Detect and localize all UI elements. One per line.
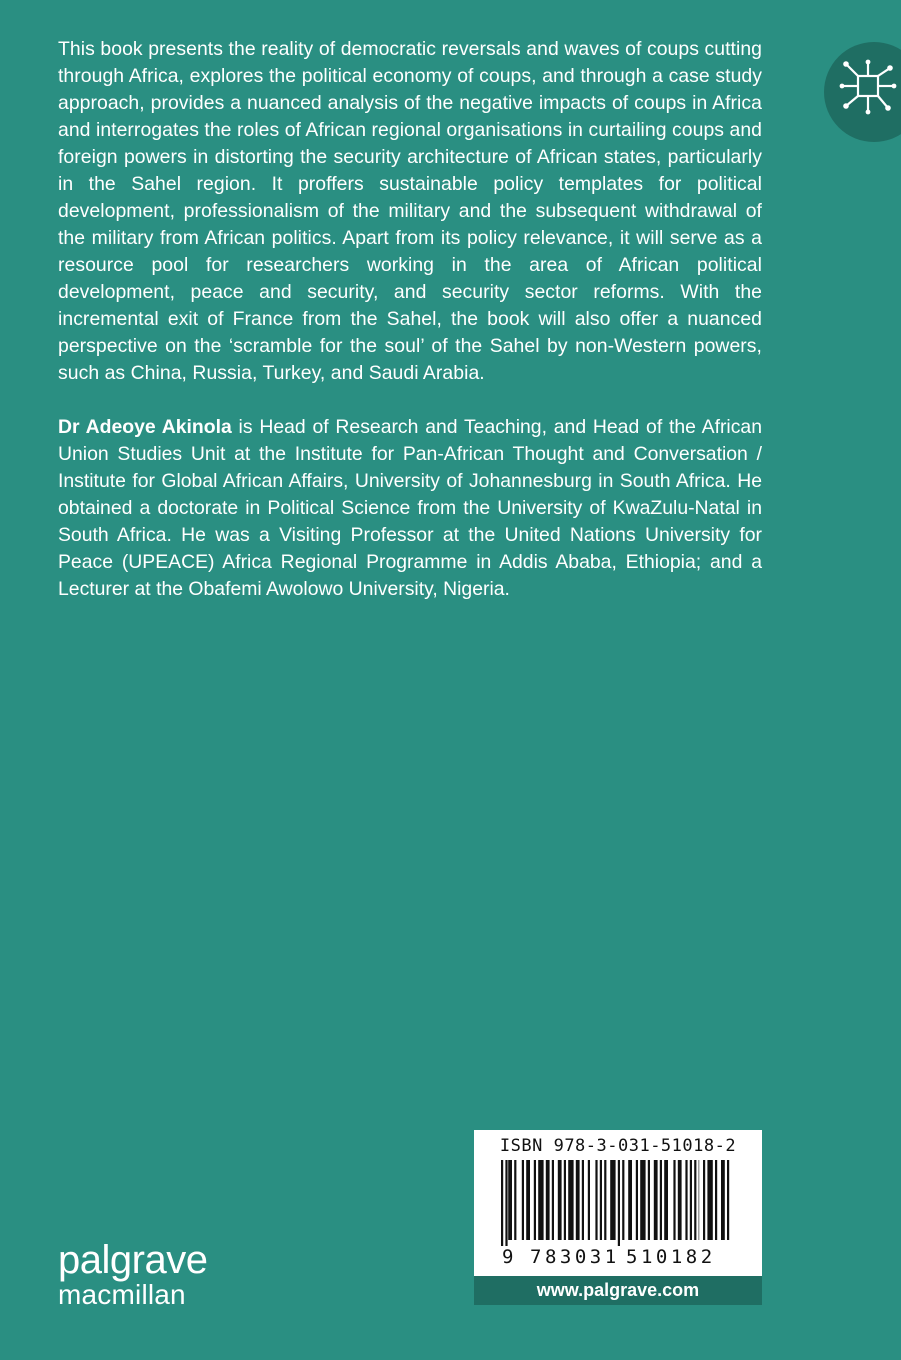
publisher-name-line2: macmillan (58, 1279, 186, 1310)
author-bio (58, 414, 762, 603)
barcode-bars (501, 1160, 735, 1246)
isbn-barcode (474, 1130, 762, 1305)
barcode-bar (610, 1160, 615, 1240)
barcode-bar (514, 1160, 516, 1240)
barcode-bar (707, 1160, 712, 1240)
publisher-website[interactable]: www.palgrave.com (474, 1276, 762, 1305)
barcode-bar (501, 1160, 503, 1246)
blurb-paragraph: This book presents the reality of democratic reversals and waves of coups cutting through Africa, explores the political economy of coups, and through a case study approach, provides a nuanced analysis of the negative impacts of coups in Africa and interrogates the roles of African regional organisations in curtailing coups and foreign powers in distorting the security architecture of African states, particularly in the Sahel region. It proffers sustainable policy templates for political development, professionalism of the military and the subsequent withdrawal of the military from African politics. Apart from its policy relevance, it will serve as a resource pool for researchers working in the area of African political development, peace and security, and security sector reforms. With the incremental exit of France from the Sahel, the book will also offer a nuanced perspective on the ‘scramble for the soul’ of the Sahel by non-Western powers, such as China, Russia, Turkey, and Saudi Arabia. (58, 38, 762, 384)
barcode-bar (604, 1160, 606, 1240)
barcode-bar (703, 1160, 705, 1240)
publisher-name-line1: palgrave (58, 1238, 208, 1282)
network-icon (838, 56, 898, 116)
barcode-left-group: 783031 (530, 1246, 620, 1268)
barcode-bar (582, 1160, 584, 1240)
barcode-bar (538, 1160, 543, 1240)
barcode-bar (552, 1160, 554, 1240)
barcode-bar (526, 1160, 530, 1240)
barcode-bar (622, 1160, 624, 1240)
barcode-bar (600, 1160, 602, 1240)
author-name: Dr Adeoye Akinola (58, 416, 232, 438)
barcode-bar (721, 1160, 725, 1240)
barcode-bar (654, 1160, 658, 1240)
book-blurb (58, 36, 762, 387)
barcode-first-digit: 9 (502, 1246, 514, 1268)
barcode-bar (595, 1160, 597, 1240)
barcode-bar (534, 1160, 536, 1240)
barcode-bar (508, 1160, 512, 1240)
barcode-bar (568, 1160, 573, 1240)
palgrave-network-icon (824, 42, 901, 142)
isbn-label: ISBN 978-3-031-51018-2 (499, 1136, 737, 1156)
barcode-bar (628, 1160, 632, 1240)
publisher-logo (58, 1240, 207, 1310)
barcode-bar (660, 1160, 662, 1240)
barcode-bar (673, 1160, 675, 1240)
author-bio-text: is Head of Research and Teaching, and Head of the African Union Studies Unit at the Institute for Pan-African Thought and Conversation / Institute for Global African Affairs, University of Johannesburg in South Africa. He obtained a doctorate in Political Science from the University of KwaZulu-Natal in South Africa. He was a Visiting Professor at the United Nations University for Peace (UPEACE) Africa Regional Programme in Addis Ababa, Ethiopia; and a Lecturer at the Obafemi Awolowo University, Nigeria. (58, 416, 763, 600)
barcode-bar (564, 1160, 566, 1240)
barcode-bar (664, 1160, 668, 1240)
barcode-bar (715, 1160, 717, 1240)
barcode-bar (690, 1160, 692, 1240)
barcode-bar (505, 1160, 507, 1246)
barcode-bar (727, 1160, 729, 1240)
barcode-bar (648, 1160, 650, 1240)
barcode-bar (699, 1160, 700, 1240)
barcode-bar (546, 1160, 550, 1240)
barcode-bar (522, 1160, 524, 1240)
barcode-bar (576, 1160, 580, 1240)
barcode-bar (558, 1160, 562, 1240)
barcode-bar (618, 1160, 620, 1246)
barcode-bar (640, 1160, 645, 1240)
barcode-right-group: 510182 (626, 1246, 716, 1268)
barcode-bar (588, 1160, 590, 1240)
barcode-bar (694, 1160, 696, 1240)
barcode-bar (636, 1160, 638, 1240)
barcode-bar (678, 1160, 682, 1240)
barcode-bar (685, 1160, 687, 1240)
